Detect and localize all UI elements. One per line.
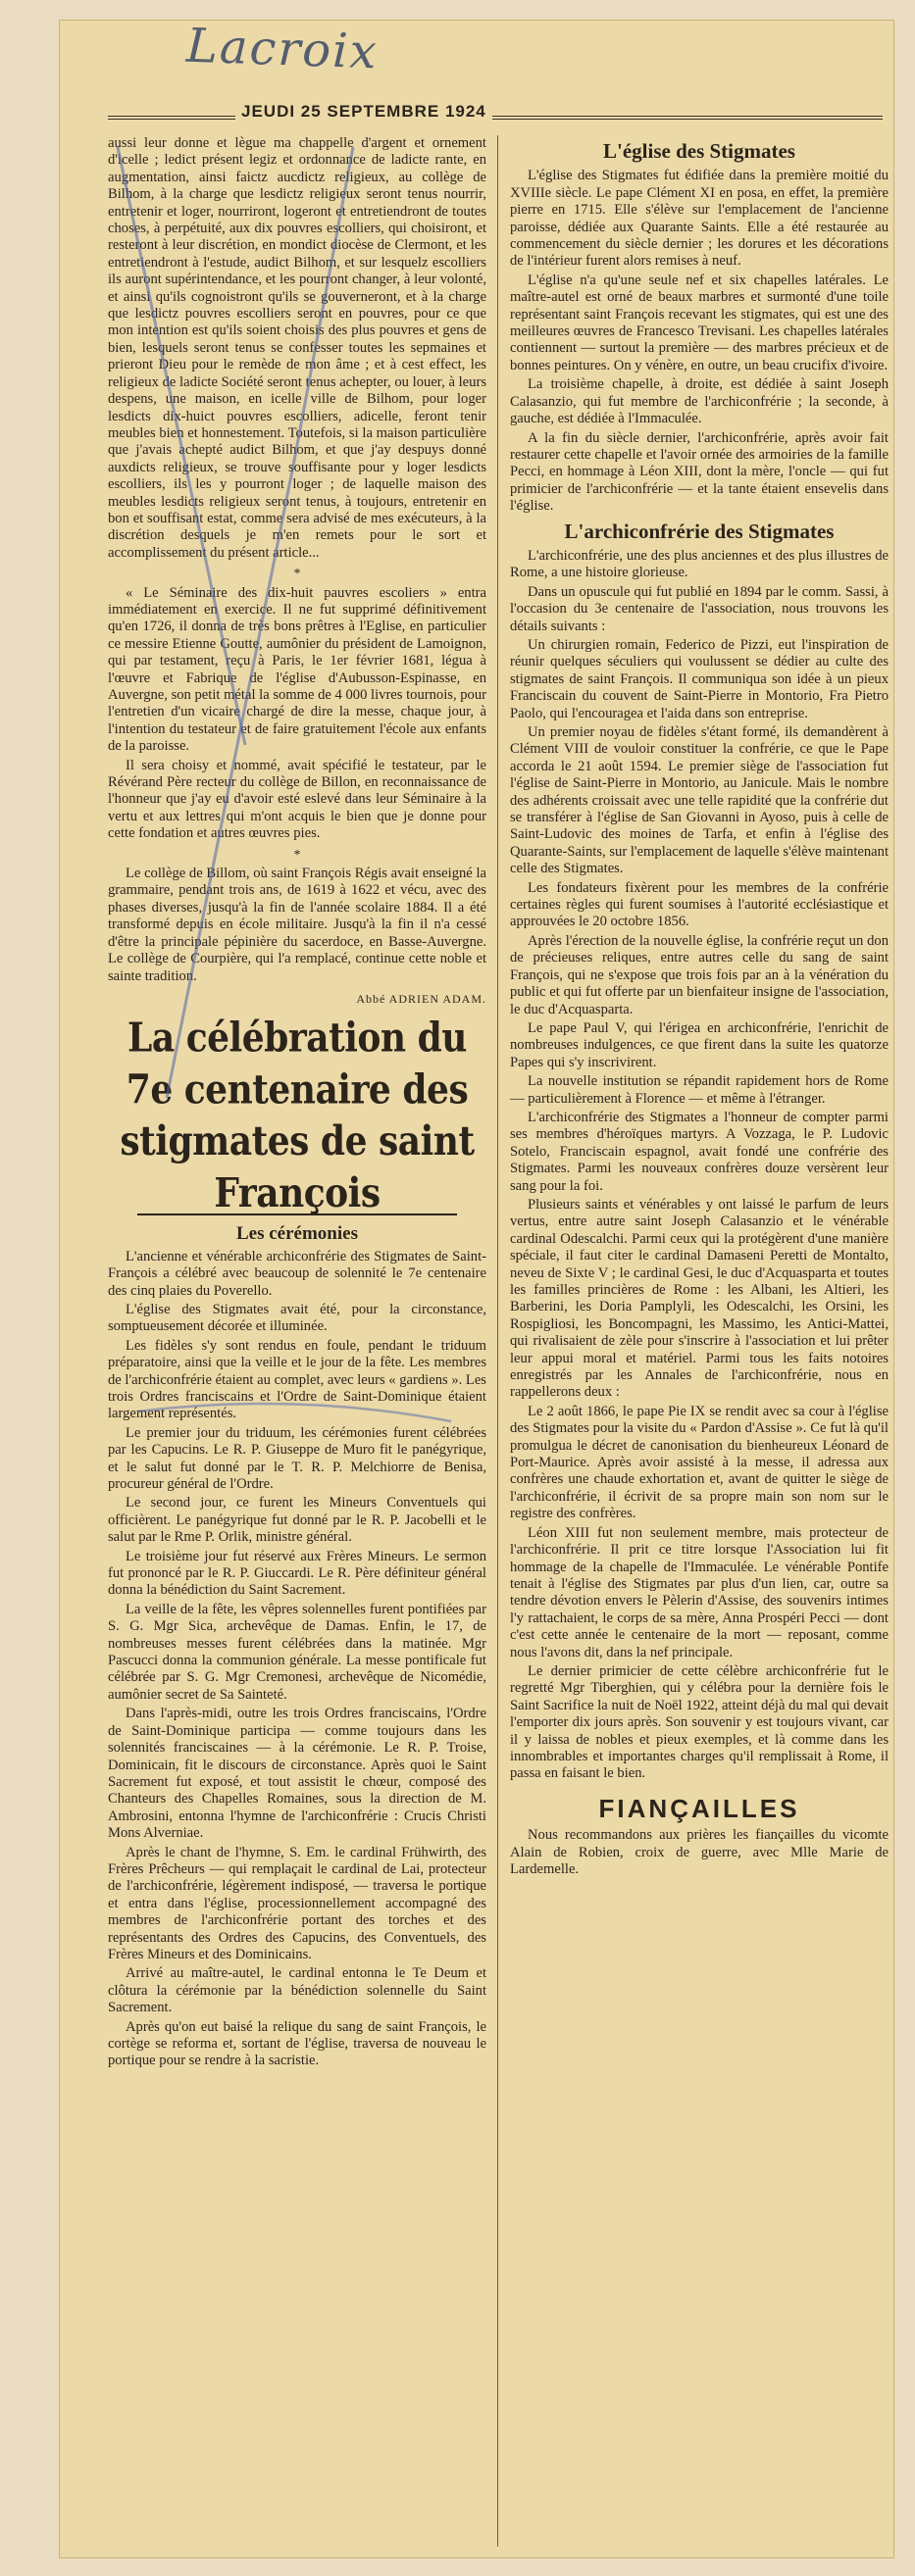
dateline: JEUDI 25 SEPTEMBRE 1924	[235, 102, 492, 122]
archi-paragraph-6: Après l'érection de la nouvelle église, la confrérie reçut un don de précieuses reliques, entre autres celle du sang de saint François, qui ne s'expose que trois fois par an à la vénération du public et qui fut offerte par un bienfaiteur insigne de l'association, le duc d'Acquasparta.	[510, 932, 889, 1017]
ceremonies-paragraph-10: Arrivé au maître-autel, le cardinal entonna le Te Deum et clôtura la cérémonie par la bénédiction solennelle du Saint Sacrement.	[108, 1965, 486, 2016]
archi-paragraph-2: Dans un opuscule qui fut publié en 1894 par le comm. Sassi, à l'occasion du 3e centenaire de l'association, nous trouvons les détails suivants :	[510, 583, 889, 634]
eglise-paragraph-1: L'église des Stigmates fut édifiée dans la première moitié du XVIIIe siècle. Le pape Clément XI en posa, en effet, la première pierre en 1715. Elle s'élève sur l'emplacement de l'ancienne paroisse, dédiée aux Quarante Saints. Elle a été restaurée au commencement du siècle dernier ; les dorures et les décorations de l'intérieur furent alors remises à neuf.	[510, 168, 889, 270]
ceremonies-heading: Les cérémonies	[236, 1223, 358, 1245]
ceremonies-paragraph-11: Après qu'on eut baisé la relique du sang de saint François, le cortège se reforma et, sortant de l'église, traversa de nouveau le portique pour se rendre à la sacristie.	[108, 2018, 486, 2069]
ceremonies-paragraph-7: La veille de la fête, les vêpres solennelles furent pontifiées par S. G. Mgr Sica, archevêque de Damas. Enfin, le 17, de nombreuses messes furent célébrées dans la matinée. Mgr Pascucci donna la communion générale. La messe pontificale fut célébrée par S. G. Mgr Cremonesi, archevêque de Nicomédie, aumônier secret de Sa Sainteté.	[108, 1601, 486, 1703]
ceremonies-paragraph-6: Le troisième jour fut réservé aux Frères Mineurs. Le sermon fut prononcé par le R. P. Giuccardi. Le R. Père définiteur général donna la bénédiction du Saint Sacrement.	[108, 1548, 486, 1599]
ceremonies-paragraph-4: Le premier jour du triduum, les cérémonies furent célébrées par les Capucins. Le R. P. Giuseppe de Muro fit le panégyrique, et le salut fut donné par le T. R. P. Melchiorre de Benisa, procureur général de l'Ordre.	[108, 1424, 486, 1492]
intro-paragraph-4: Le collège de Billom, où saint François Régis avait enseigné la grammaire, pendant trois ans, de 1619 à 1622 et vécu, avec des phases diverses, jusqu'à la fin de l'année scolaire 1884. Il a été transformé depuis en école militaire. Jusqu'à la fin il n'a cessé d'être la principale pépinière du sacerdoce, en Basse-Auvergne. Le collège de Courpière, qui l'a remplacé, continue cette noble et sainte tradition.	[108, 866, 486, 984]
eglise-paragraph-4: A la fin du siècle dernier, l'archiconfrérie, après avoir fait restaurer cette chapelle et l'avoir ornée des armoiries de la famille Pecci, en hommage à Léon XIII, dont la mère, l'oncle — qui fut primicier de l'archiconfrérie — et la tante étaient ensevelis dans l'église.	[510, 429, 889, 515]
eglise-paragraph-3: La troisième chapelle, à droite, est dédiée à saint Joseph Calasanzio, qui fut membre de l'archiconfrérie ; la seconde, à gauche, est dédiée à l'Immaculée.	[510, 376, 889, 427]
eglise-heading: L'église des Stigmates	[603, 139, 795, 163]
header-rule	[108, 116, 883, 120]
right-column	[510, 135, 889, 1880]
ceremonies-paragraph-5: Le second jour, ce furent les Mineurs Conventuels qui officièrent. Le panégyrique fut donné par le R. P. Jacobelli et le salut par le Rme P. Orlik, ministre général.	[108, 1495, 486, 1546]
ceremonies-paragraph-3: Les fidèles s'y sont rendus en foule, pendant le triduum préparatoire, ainsi que la veille et le jour de la fête. Les membres de l'archiconfrérie étaient au complet, avec leurs « gardiens ». Les trois Ordres franciscains et l'Ordre de Saint-Dominique étaient largement représentés.	[108, 1337, 486, 1422]
archi-paragraph-11: Le 2 août 1866, le pape Pie IX se rendit avec sa cour à l'église des Stigmates pour la visite du « Pardon d'Assise ». Ce fut là qu'il promulgua le décret de canonisation du bienheureux Léonard de Port-Maurice. Après avoir assisté à la messe, il adressa aux confrères une chaude exhortation et, avant de quitter le siège de l'archiconfrérie, il écrivit de sa propre main son nom sur le registre des confrères.	[510, 1403, 889, 1522]
column-divider	[497, 135, 498, 2547]
signature: Abbé ADRIEN ADAM.	[356, 991, 486, 1006]
handwritten-annotation: Lacroix	[185, 18, 380, 80]
intro-paragraph-3: Il sera choisy et nommé, avait spécifié le testateur, par le Révérand Père recteur du collège de Billon, en reconnaissance de l'honneur que j'ay eu d'avoir esté eslevé dans leur Séminaire à la vertu et aux lettres qui m'ont acquis le bien que je donne pour cette fondation et autres œuvres pies.	[108, 757, 486, 842]
ceremonies-paragraph-2: L'église des Stigmates avait été, pour la circonstance, somptueusement décorée et illuminée.	[108, 1301, 486, 1335]
archi-paragraph-3: Un chirurgien romain, Federico de Pizzi, eut l'inspiration de réunir quelques séculiers qui voulussent se dédier au culte des stigmates de saint François. Il communiqua son idée à un pieux Franciscain du couvent de Saint-Pierre in Montorio, Fra Pietro Paolo, qui l'encouragea et l'aida dans son entreprise.	[510, 636, 889, 721]
archi-paragraph-9: L'archiconfrérie des Stigmates a l'honneur de compter parmi ses membres d'héroïques martyrs. A Vozzaga, le P. Ludovic Sotelo, Franciscain espagnol, avait fondé une confrérie des Stigmates. Parmi les nouveaux confrères douze versèrent leur sang pour la foi.	[510, 1109, 889, 1194]
ceremonies-paragraph-8: Dans l'après-midi, outre les trois Ordres franciscains, l'Ordre de Saint-Dominique participa — comme toujours dans les solennités franciscaines — à la cérémonie. Le R. P. Troise, Dominicain, fit le discours de circonstance. Après quoi le Saint Sacrement fut exposé, et tout assistit le chœur, composé des Chanteurs des Chapelles Romaines, sous la direction de M. Ambrosini, entonna l'hymne de l'archiconfrérie : Crucis Christi Mons Alverniae.	[108, 1706, 486, 1842]
section-star: *	[293, 567, 301, 582]
archi-paragraph-10: Plusieurs saints et vénérables y ont laissé le parfum de leurs vertus, entre autre saint Joseph Calasanzio et le vénérable cardinal Odescalchi. Parmi ceux qui la protégèrent d'une manière spéciale, il faut citer le cardinal Damaseni Peretti de Montalto, neveu de Sixte V ; le cardinal Gesi, le duc d'Acquasparta et toutes les familles princières de Rome : les Albani, les Altieri, les Barberini, les Doria Pamplyli, les Odescalchi, les Orsini, les Rospigliosi, les Boncompagni, les Massimo, les Antici-Mattei, qui rivalisaient de zèle pour s'inscrire à l'association et lui prêter leur appui moral et matériel. Parmi tous les faits notoires enregistrés par les Annales de l'archiconfrérie, nous en rappellerons deux :	[510, 1196, 889, 1401]
archi-paragraph-1: L'archiconfrérie, une des plus anciennes et des plus illustres de Rome, a une histoire glorieuse.	[510, 547, 889, 581]
archi-paragraph-5: Les fondateurs fixèrent pour les membres de la confrérie certaines règles qui furent soumises à l'autorité ecclésiastique et approuvées le 20 octobre 1856.	[510, 879, 889, 930]
archiconfrerie-heading: L'archiconfrérie des Stigmates	[564, 519, 835, 543]
ceremonies-paragraph-9: Après le chant de l'hymne, S. Em. le cardinal Frühwirth, des Frères Prêcheurs — qui remplaçait le cardinal de Lai, protecteur de l'archiconfrérie, légèrement indisposé, — traversa le portique et entra dans l'église, processionnellement accompagné des membres de l'archiconfrérie portant des torches et des représentants des Ordres des Capucins, des Conventuels, des Frères Mineurs et des Dominicains.	[108, 1844, 486, 1962]
archi-paragraph-7: Le pape Paul V, qui l'érigea en archiconfrérie, l'enrichit de nombreuses indulgences, ce que firent dans la suite les quatorze Papes qui s'y inscrivirent.	[510, 1019, 889, 1070]
archi-paragraph-13: Le dernier primicier de cette célèbre archiconfrérie fut le regretté Mgr Tiberghien, qui y célébra pour la dernière fois le Saint Sacrifice la nuit de Noël 1922, atteint déjà du mal qui devait l'emporter dix jours après. Son souvenir y est toujours vivant, car il y laissa de nobles et pieux exemples, et là comme dans les innombrables et importantes charges qu'il remplissait à Rome, il passa en faisant le bien.	[510, 1662, 889, 1782]
intro-paragraph-2: « Le Séminaire des dix-huit pauvres escoliers » entra immédiatement en exercice. Il ne fut supprimé définitivement qu'en 1726, il donna de très bons prêtres à l'Eglise, en particulier ce messire Etienne Goutte, aumônier du président de Lamoignon, qui par testament, reçu à Paris, le 1er février 1681, légua à l'œuvre et Fabrique de l'église d'Aubusson-Espinasse, en Auvergne, son petit métal la somme de 4 000 livres tournois, pour l'entretien d'un vicaire chargé de dire la messe, chaque jour, à l'intention du testateur et de faire gratuitement l'école aux enfants de la paroisse.	[108, 584, 486, 755]
archi-paragraph-4: Un premier noyau de fidèles s'étant formé, ils demandèrent à Clément VIII de vouloir constituer la confrérie, ce que le Pape accorda le 21 août 1594. Le premier siège de l'association fut l'église de Saint-Pierre in Montorio, au Janicule. Mais le nombre des adhérents croissait avec une telle rapidité que la confrérie dut se transférer à l'église de San Giovanni in Ayoso, puis à celle de Saint-Ludovic des moines de Tarfa, et enfin à l'église des Quarante-Saints, sur l'emplacement de laquelle s'élève maintenant celle des Stigmates.	[510, 724, 889, 877]
main-title: La célébration du 7e centenaire des stigmates de saint François	[120, 1014, 475, 1217]
fiancailles-heading: FIANÇAILLES	[598, 1793, 800, 1823]
section-star-2: *	[293, 847, 301, 863]
archi-paragraph-12: Léon XIII fut non seulement membre, mais protecteur de l'archiconfrérie. Il prit ce titre lorsque l'Association lui fit hommage de la chapelle de l'Immaculée. Le vénérable Pontife tenait à l'église des Stigmates par plus d'un lien, car, outre sa tendre dévotion envers le Pèlerin d'Assise, des souvenirs intimes l'y rattachaient, le corps de sa mère, Anna Prospéri Pecci — dont c'est cette année le centenaire de la mort — reposant, comme nous l'avons dit, dans la nef principale.	[510, 1524, 889, 1660]
archi-paragraph-8: La nouvelle institution se répandit rapidement hors de Rome — particulièrement à Florence — et même à l'étranger.	[510, 1073, 889, 1107]
intro-paragraph-1: aussi leur donne et lègue ma chappelle d'argent et ornement d'icelle ; ledict présent legiz et ordonnance de ladicte rante, en augmentation, ainsi faictz aucdictz religieux, au collège de Bilhom, à la charge que lesdictz religieux seront tenus nourrir, entretenir et loger, nourriront, logeront et entretiendront de toutes choses, à perpétuité, aux dix pouvres escolliers, qui choisiront, et resteront à leur discrétion, en mondict diocèse de Clermont, et les entretiendront à l'estude, audict Bilhom, et sur lesquelz escolliers ils auront supérintendance, et les pourront changer, à leur volonté, et ainsi qu'ils cognoistront qu'ils se gouverneront, et à la charge que lesdictz pouvres escolliers seront en pouvres, pour ce que mon intention est qu'ils soient choisis des plus pouvres et gens de bien, lesquels seront tenus se confesser toutes les sepmaines et prieront Dieu pour le remède de mon âme ; et à cest effect, les religieux de ladicte Société seront tenus achepter, ou louer, à leurs despens, une maison, en icelle ville de Bilhom, pour loger lesdicts dix-huict pouvres escolliers, adicelle, feront tenir meubles bien et honnestement. Toutefois, si la maison particulière que j'avais achepté audict Bilhom, et que j'ay despuys donné auxdicts religieux, se trouve souffisante pour y loger lesdicts escolliers, ils les y pourront loger ; de laquelle maison des meubles lesdicts religieux seront tenus, à toujours, entretenir en bon et souffisant estat, comme sera advisé de mes exécuteurs, à la discrétion desquels je m'en remets pour le sort et accomplissement du présent article...	[108, 135, 486, 561]
fiancailles-paragraph: Nous recommandons aux prières les fiançailles du vicomte Alain de Robien, croix de guerre, avec Mlle Marie de Lardemelle.	[510, 1827, 889, 1877]
eglise-paragraph-2: L'église n'a qu'une seule nef et six chapelles latérales. Le maître-autel est orné de beaux marbres et surmonté d'une toile représentant saint François recevant les stigmates, qui est une des meilleures œuvres de Francesco Trevisani. Les chapelles latérales contiennent — surtout la première — des marbres précieux et de bonnes peintures. On y vénère, en outre, un beau crucifix d'ivoire.	[510, 272, 889, 373]
left-column	[108, 135, 486, 2072]
ceremonies-paragraph-1: L'ancienne et vénérable archiconfrérie des Stigmates de Saint-François a célébré avec beaucoup de solennité le 7e centenaire des cinq plaies du Poverello.	[108, 1248, 486, 1299]
